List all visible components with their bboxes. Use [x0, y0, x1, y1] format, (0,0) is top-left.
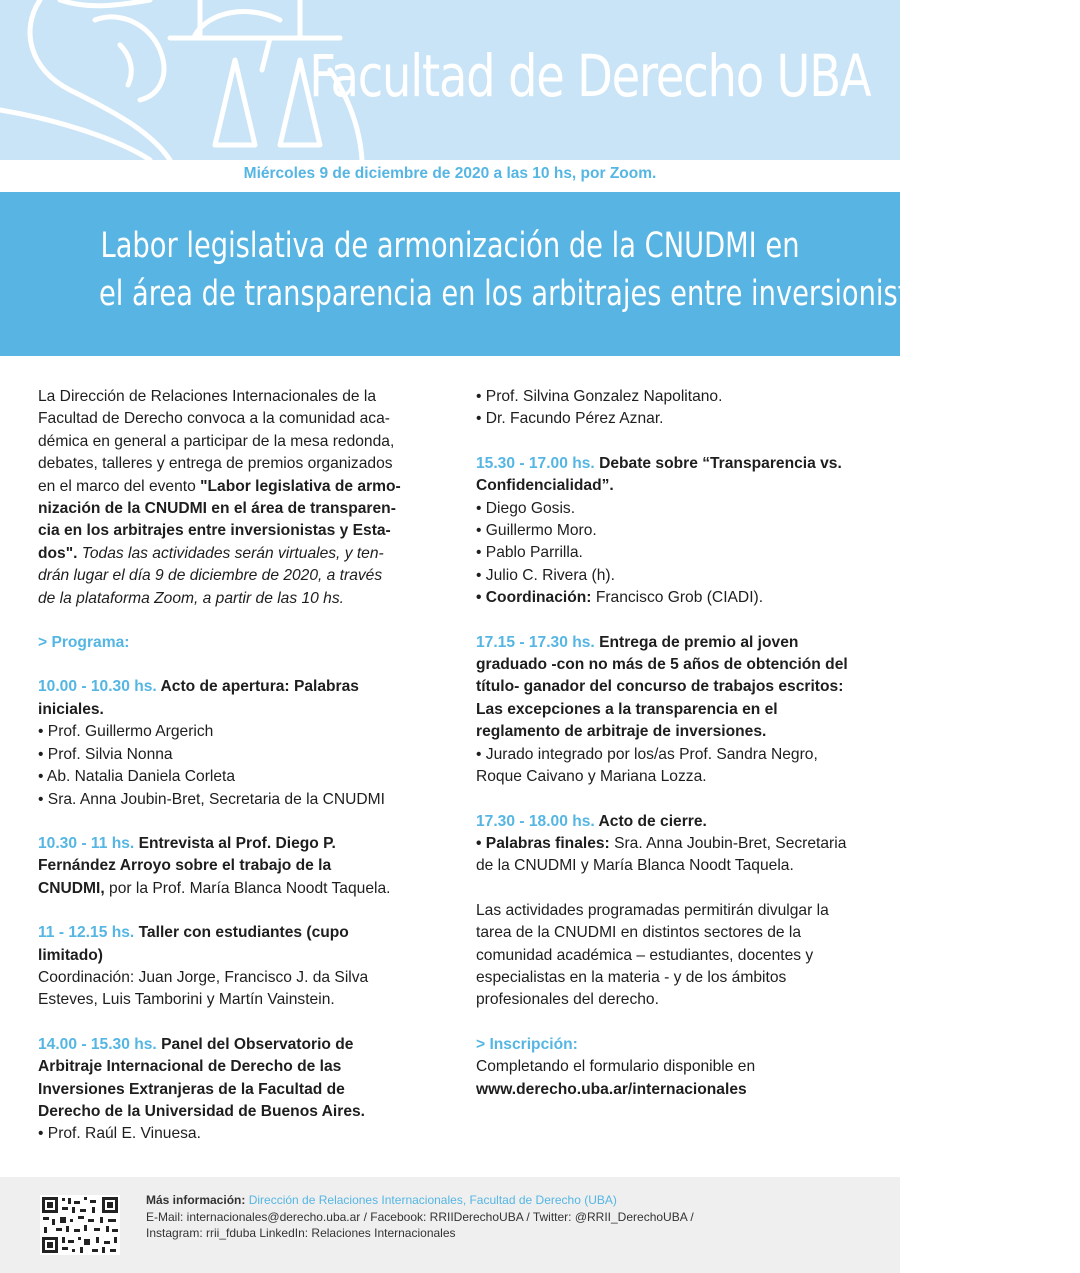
session-header [476, 632, 886, 654]
closing-paragraph [476, 900, 886, 1012]
session-line [476, 833, 886, 855]
coordination-label: • Coordinación: [476, 589, 592, 607]
intro-event-name: nización de la CNUDMI en el área de transparen- [38, 500, 396, 518]
session-header [476, 453, 886, 475]
session-time: 14.00 - 15.30 hs. [38, 1035, 157, 1053]
session-workshop [38, 922, 450, 1012]
intro-paragraph [38, 386, 450, 610]
session-title: graduado -con no más de 5 años de obtención del [476, 656, 848, 674]
speaker-item: • Julio C. Rivera (h). [476, 566, 615, 584]
intro-line [38, 476, 450, 498]
session-debate [476, 453, 886, 610]
session-header [38, 922, 450, 944]
jury-line: Roque Caivano y Mariana Lozza. [476, 768, 707, 786]
session-title: CNUDMI, [38, 879, 105, 897]
registration-text: Completando el formulario disponible en [476, 1058, 756, 1076]
speaker-item: • Prof. Silvina Gonzalez Napolitano. [476, 388, 723, 405]
speaker-item: • Diego Gosis. [476, 499, 576, 517]
session-header [38, 676, 450, 698]
intro-line: démica en general a participar de la mesa redonda, [38, 432, 395, 450]
closing-line: profesionales del derecho. [476, 991, 659, 1009]
session-title: Entrevista al Prof. Diego P. [134, 834, 336, 852]
session-panel-continued [476, 386, 886, 431]
intro-note: de la plataforma Zoom, a partir de las 10 hs. [38, 589, 344, 607]
session-title: Fernández Arroyo sobre el trabajo de la [38, 857, 332, 875]
speaker-item: • Prof. Silvia Nonna [38, 745, 173, 763]
right-column [476, 386, 886, 1101]
footer-contact-info [146, 1192, 694, 1242]
footer-org-link[interactable]: Dirección de Relaciones Internacionales, Facultad de Derecho (UBA) [245, 1193, 617, 1207]
event-title-line-1: Labor legislativa de armonización de la CNUDMI en [100, 226, 800, 266]
session-panel [38, 1034, 450, 1146]
speaker-item: • Sra. Anna Joubin-Bret, Secretaria de la CNUDMI [38, 790, 385, 808]
coordination-value: Francisco Grob (CIADI). [591, 589, 764, 607]
speaker-item: • Dr. Facundo Pérez Aznar. [476, 410, 664, 428]
session-title: Derecho de la Universidad de Buenos Aires. [38, 1102, 365, 1120]
intro-line: Facultad de Derecho convoca a la comunidad aca- [38, 410, 390, 428]
event-date: Miércoles 9 de diciembre de 2020 a las 10 hs, por Zoom. [243, 165, 657, 182]
jury-line: • Jurado integrado por los/as Prof. Sandra Negro, [476, 745, 818, 763]
session-title: Entrega de premio al joven [594, 633, 799, 651]
registration-heading: > Inscripción: [476, 1035, 578, 1053]
footer-social-line: E-Mail: internacionales@derecho.uba.ar / Facebook: RRIIDerechoUBA / Twitter: @RRII_DerechoUBA / [146, 1209, 694, 1224]
intro-note: Todas las actividades serán virtuales, y ten- [77, 544, 384, 562]
session-time: 11 - 12.15 hs. [38, 924, 135, 942]
session-closing [476, 811, 886, 878]
footer-line [146, 1192, 694, 1209]
session-title: Las excepciones a la transparencia en el [476, 700, 778, 718]
session-moderator: por la Prof. María Blanca Noodt Taquela. [104, 879, 391, 897]
intro-event-name: dos". [38, 544, 78, 562]
session-interview [38, 833, 450, 900]
closing-line: comunidad académica – estudiantes, docentes y [476, 946, 814, 964]
session-time: 10.00 - 10.30 hs. [38, 678, 157, 696]
left-column [38, 386, 450, 1146]
session-time: 17.30 - 18.00 hs. [476, 812, 595, 830]
footer-label: Más información: [146, 1193, 246, 1207]
session-title: título- ganador del concurso de trabajos escritos: [476, 678, 844, 696]
session-coordination: Coordinación: Juan Jorge, Francisco J. da Silva [38, 968, 369, 986]
session-title: Debate sobre “Transparencia vs. [594, 454, 842, 472]
session-title: Acto de cierre. [594, 812, 707, 830]
speaker-item: • Ab. Natalia Daniela Corleta [38, 768, 236, 786]
closing-line: Las actividades programadas permitirán divulgar la [476, 901, 829, 919]
session-title: Taller con estudiantes (cupo [134, 924, 349, 942]
speaker-item: • Guillermo Moro. [476, 522, 597, 540]
event-title [99, 222, 1080, 318]
footer-social-line: Instagram: rrii_fduba LinkedIn: Relaciones Internacionales [146, 1226, 456, 1240]
qr-code-icon [40, 1195, 120, 1255]
session-award [476, 632, 886, 789]
intro-event-name: "Labor legislativa de armo- [200, 477, 401, 495]
session-title: Confidencialidad”. [476, 477, 614, 495]
session-title: Acto de apertura: Palabras [156, 678, 359, 696]
session-title: Inversiones Extranjeras de la Facultad de [38, 1080, 345, 1098]
event-title-line-2: el área de transparencia en los arbitrajes entre inversionistas y Estados [99, 274, 1080, 314]
session-coordination: Esteves, Luis Tamborini y Martín Vainstein. [38, 991, 335, 1009]
intro-note: drán lugar el día 9 de diciembre de 2020, a través [38, 567, 383, 585]
session-time: 10.30 - 11 hs. [38, 834, 135, 852]
closing-words-speakers: Sra. Anna Joubin-Bret, Secretaria [609, 834, 847, 852]
closing-words-label: • Palabras finales: [476, 834, 610, 852]
session-coordination [476, 587, 886, 609]
session-header [476, 811, 886, 833]
intro-line: debates, talleres y entrega de premios organizados [38, 455, 393, 473]
speaker-item: • Pablo Parrilla. [476, 544, 583, 562]
closing-line: especialistas en la materia - y de los ámbitos [476, 968, 787, 986]
session-title: Arbitraje Internacional de Derecho de las [38, 1058, 342, 1076]
faculty-title: Facultad de Derecho UBA [308, 42, 870, 110]
session-title: iniciales. [38, 700, 104, 718]
closing-words-speakers: de la CNUDMI y María Blanca Noodt Taquela. [476, 857, 794, 875]
session-title: reglamento de arbitraje de inversiones. [476, 723, 767, 741]
session-time: 15.30 - 17.00 hs. [476, 454, 595, 472]
speaker-item: • Prof. Guillermo Argerich [38, 723, 214, 741]
intro-line: La Dirección de Relaciones Internacionales de la [38, 388, 377, 405]
intro-text: en el marco del evento [38, 477, 201, 495]
session-title: limitado) [38, 946, 103, 964]
speaker-item: • Prof. Raúl E. Vinuesa. [38, 1125, 201, 1143]
header [0, 0, 900, 160]
session-opening [38, 676, 450, 810]
session-line [38, 878, 450, 900]
registration-link[interactable]: www.derecho.uba.ar/internacionales [476, 1080, 747, 1098]
session-header [38, 833, 450, 855]
registration-section [476, 1034, 886, 1101]
session-time: 17.15 - 17.30 hs. [476, 633, 595, 651]
programa-heading: > Programa: [38, 634, 130, 652]
title-banner [0, 192, 1080, 356]
session-title: Panel del Observatorio de [156, 1035, 354, 1053]
session-header [38, 1034, 450, 1056]
intro-event-name: cia en los arbitrajes entre inversionistas y Esta- [38, 522, 391, 540]
intro-line [38, 543, 450, 565]
closing-line: tarea de la CNUDMI en distintos sectores de la [476, 924, 802, 942]
